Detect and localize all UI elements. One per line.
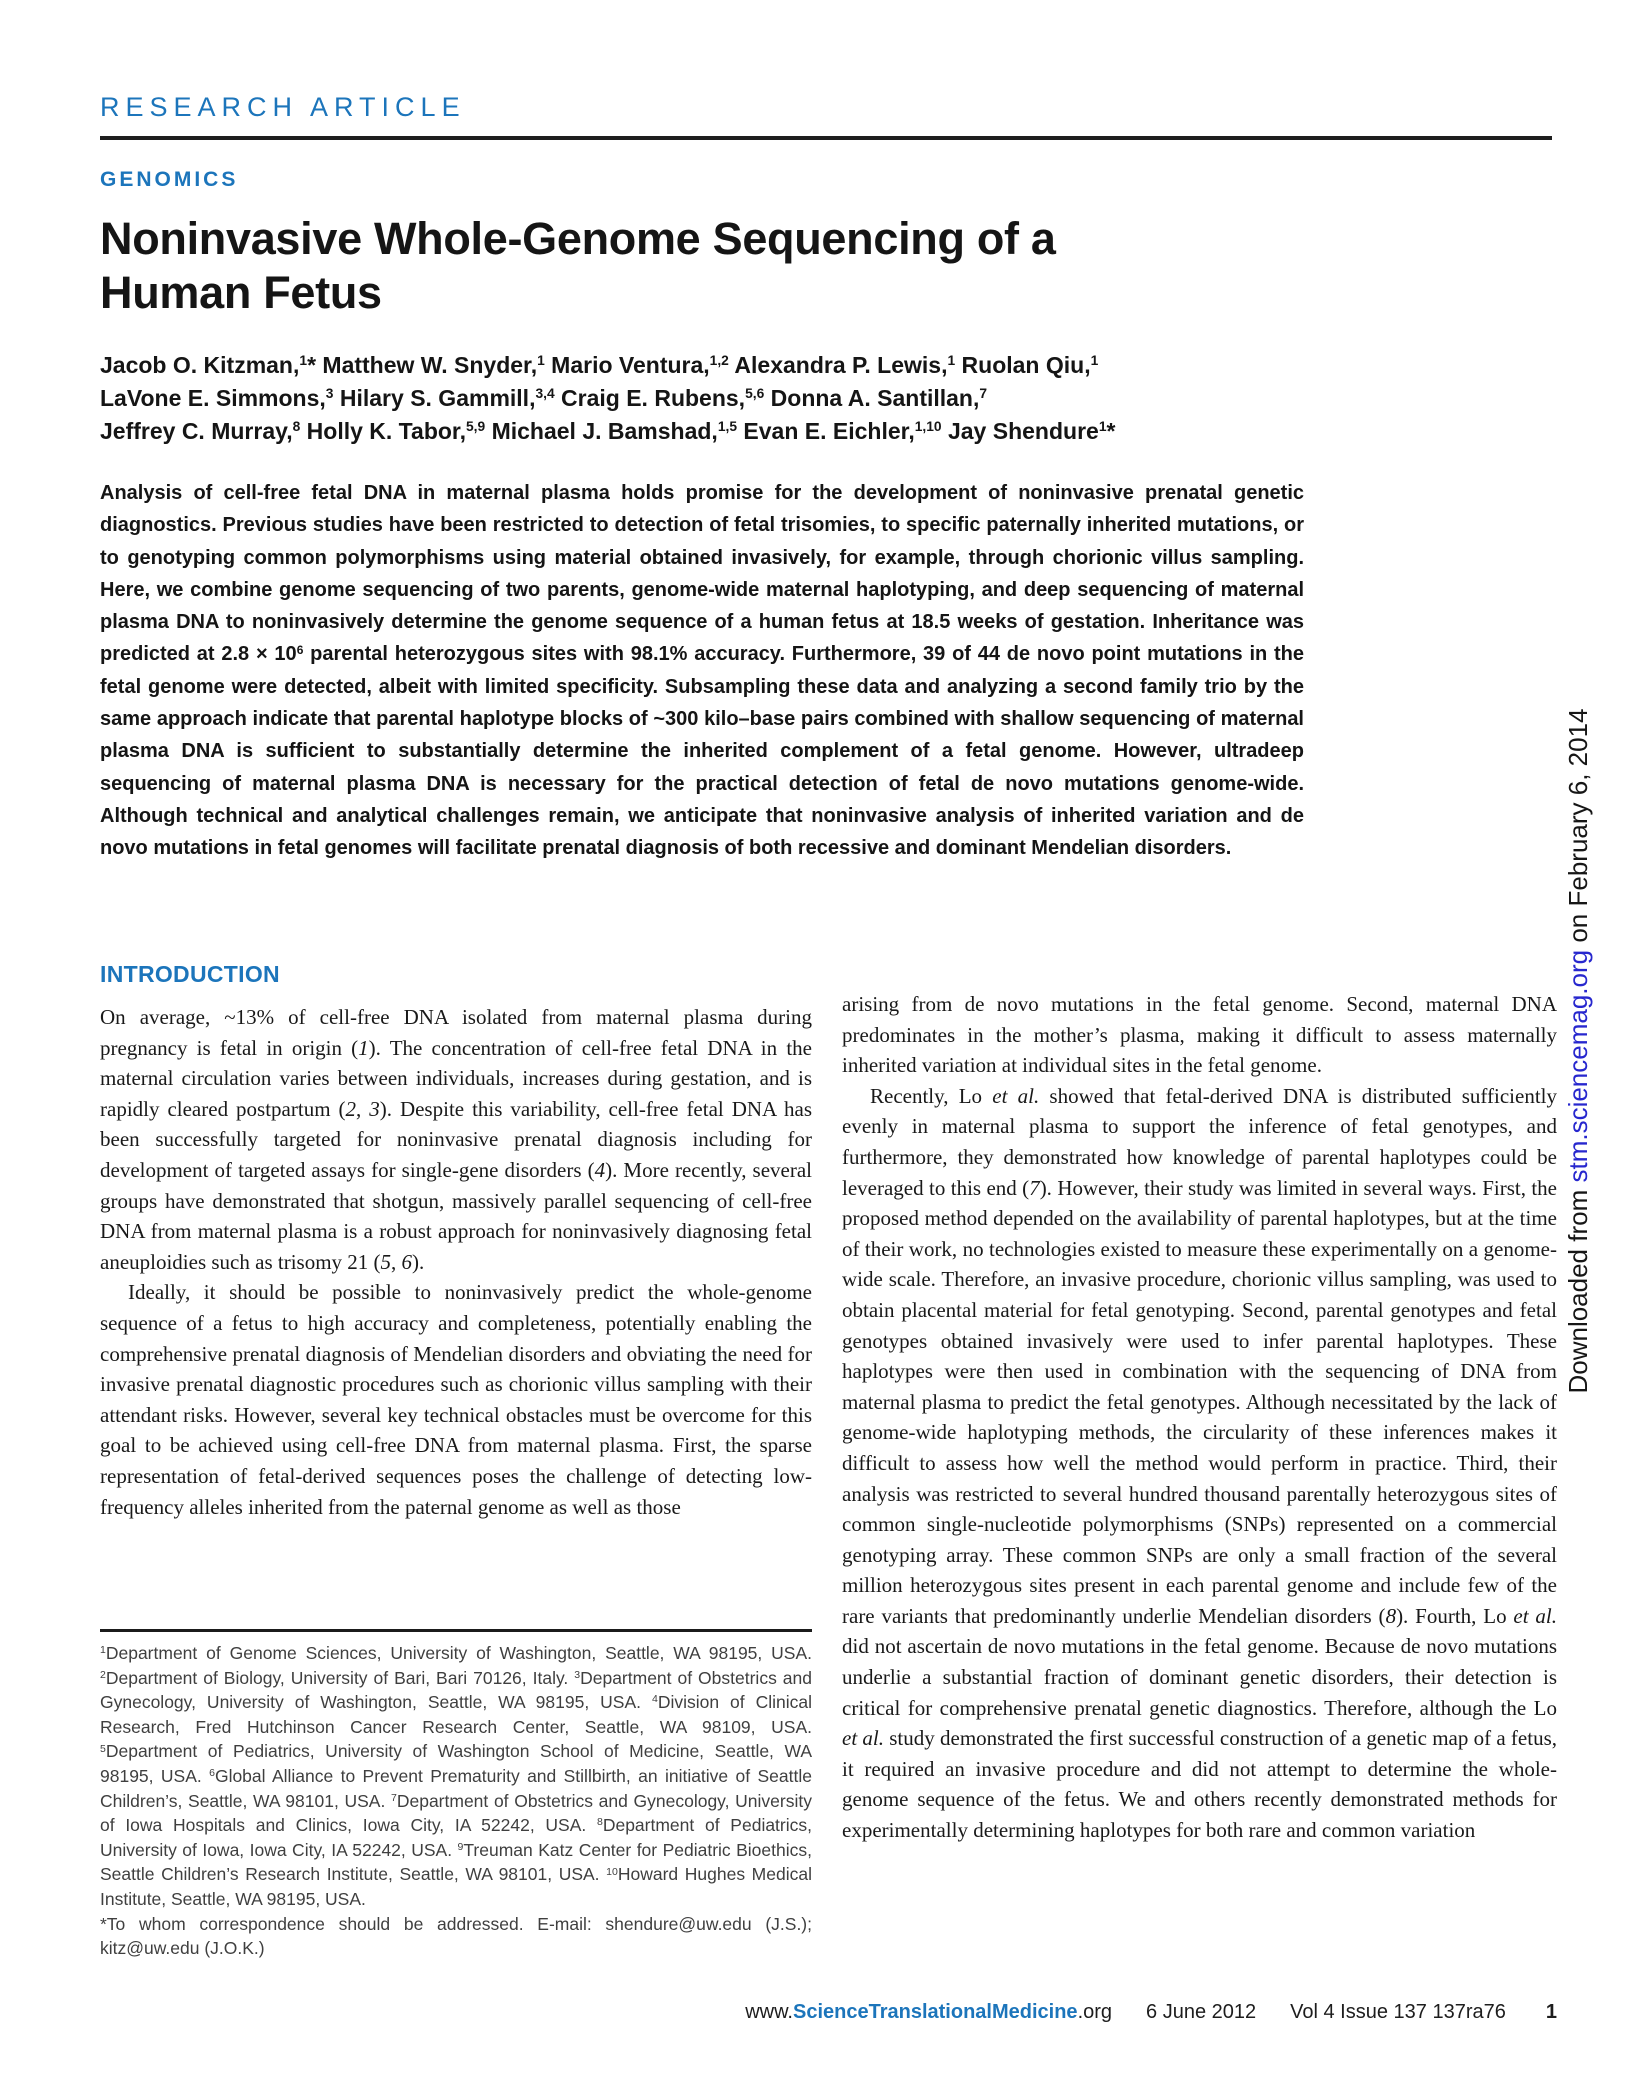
author-line: Jacob O. Kitzman,$^1$* Matthew W. Snyder,$^1$ Mario Ventura,$^{1,2}$ Alexandra P. Lewis,$^1$ Ruolan Qiu,$^1$ xyxy=(100,352,1099,378)
page-footer xyxy=(640,2001,1557,2024)
page-number: 1 xyxy=(1545,2001,1557,2023)
paragraph: On average, ~13% of cell-free DNA isolated from maternal plasma during pregnancy is fetal in origin (1). The concentration of cell-free fetal DNA in the maternal circulation varies between individuals, increases during gestation, and is rapidly cleared postpartum (2, 3). Despite this variability, cell-free fetal DNA has been successfully targeted for noninvasive prenatal diagnosis including for development of targeted assays for single-gene disorders (4). More recently, several groups have demonstrated that shotgun, massively parallel sequencing of cell-free DNA from maternal plasma is a robust approach for noninvasively diagnosing fetal aneuploidies such as trisomy 21 (5, 6). xyxy=(100,1005,813,1274)
introduction-heading: INTRODUCTION xyxy=(100,961,280,987)
affiliations: $^1$Department of Genome Sciences, University of Washington, Seattle, WA 98195, USA. $^2$Department of Biology, University of Bari, Bari 70126, Italy. $^3$Department of Obstetrics and Gynecology, University of Washington, Seattle, WA 98195, USA. $^4$Division of Clinical Research, Fred Hutchinson Cancer Research Center, Seattle, WA 98109, USA. $^5$Department of Pediatrics, University of Washington School of Medicine, Seattle, WA 98195, USA. $^6$Global Alliance to Prevent Prematurity and Stillbirth, an initiative of Seattle Children’s, Seattle, WA 98101, USA. $^7$Department of Obstetrics and Gynecology, University of Iowa Hospitals and Clinics, Iowa City, IA 52242, USA. $^8$Department of Pediatrics, University of Iowa, Iowa City, IA 52242, USA. $^9$Treuman Katz Center for Pediatric Bioethics, Seattle Children’s Research Institute, Seattle, WA 98101, USA. $^{10}$Howard Hughes Medical Institute, Seattle, WA 98195, USA. xyxy=(100,1643,812,1909)
download-watermark: Downloaded from stm.sciencemag.org on February 6, 2014 xyxy=(1563,708,1593,1394)
left-column xyxy=(100,961,812,1522)
footnotes xyxy=(100,1641,812,1961)
article-title-line1: Noninvasive Whole-Genome Sequencing of a xyxy=(100,213,1056,264)
kicker: RESEARCH ARTICLE xyxy=(100,92,466,122)
link[interactable]: stm.sciencemag.org xyxy=(1563,949,1593,1183)
article-title xyxy=(100,212,1056,320)
author-line: LaVone E. Simmons,$^3$ Hilary S. Gammill,$^{3,4}$ Craig E. Rubens,$^{5,6}$ Donna A. Santillan,$^7$ xyxy=(100,385,988,411)
author-line: Jeffrey C. Murray,$^8$ Holly K. Tabor,$^{5,9}$ Michael J. Bamshad,$^{1,5}$ Evan E. Eichler,$^{1,10}$ Jay Shendure$^1$* xyxy=(100,418,1116,444)
volume-issue: Vol 4 Issue 137 137ra76 xyxy=(1290,2001,1506,2023)
paragraph: Recently, Lo et al. showed that fetal-derived DNA is distributed sufficiently evenly in maternal plasma to support the inference of fetal genotypes, and furthermore, they demonstrated how knowledge of parental haplotypes could be leveraged to this end (7). However, their study was limited in several ways. First, the proposed method depended on the availability of parental haplotypes, but at the time of their work, no technologies existed to measure these experimentally on a genome-wide scale. Therefore, an invasive procedure, chorionic villus sampling, was used to obtain placental material for fetal genotyping. Second, parental genotypes and fetal genotypes obtained invasively were used to infer parental haplotypes. These haplotypes were then used in combination with the sequencing of DNA from maternal plasma to predict the fetal genotypes. Although necessitated by the lack of genome-wide haplotyping methods, the circularity of these inferences makes it difficult to assess how well the method would perform in practice. Third, their analysis was restricted to several hundred thousand parentally heterozygous sites of common single-nucleotide polymorphisms (SNPs) represented on a commercial genotyping array. These common SNPs are only a small fraction of the several million heterozygous sites present in each parental genome and include few of the rare variants that predominantly underlie Mendelian disorders (8). Fourth, Lo et al. did not ascertain de novo mutations in the fetal genome. Because de novo mutations underlie a substantial fraction of dominant genetic disorders, their detection is critical for comprehensive prenatal genetic diagnostics. Therefore, although the Lo et al. study demonstrated the first successful construction of a genetic map of a fetus, it required an invasive procedure and did not attempt to determine the whole-genome sequence of the fetus. We and others recently demonstrated methods for experimentally determining haplotypes for both rare and common variation xyxy=(842,1083,1558,1843)
footnote-rule xyxy=(100,1629,812,1632)
article-title-line2: Human Fetus xyxy=(100,267,382,318)
author-list xyxy=(100,349,1115,448)
issue-date: 6 June 2012 xyxy=(1146,2001,1257,2023)
correspondence-note: *To whom correspondence should be addressed. E-mail: shendure@uw.edu (J.S.); kitz@uw.edu (J.O.K.) xyxy=(100,1913,812,1959)
paragraph: arising from de novo mutations in the fetal genome. Second, maternal DNA predominates in the mother’s plasma, making it difficult to assess maternally inherited variation at individual sites in the fetal genome. xyxy=(842,992,1557,1078)
paragraph: Ideally, it should be possible to noninvasively predict the whole-genome sequence of a fetus to high accuracy and completeness, potentially enabling the comprehensive prenatal diagnosis of Mendelian disorders and obviating the need for invasive prenatal diagnostic procedures such as chorionic villus sampling with their attendant risks. However, several key technical obstacles must be overcome for this goal to be achieved using cell-free DNA from maternal plasma. First, the sparse representation of fetal-derived sequences poses the challenge of detecting low-frequency alleles inherited from the paternal genome as well as those xyxy=(100,1280,812,1519)
journal-url[interactable]: www.ScienceTranslationalMedicine.org xyxy=(745,2001,1113,2023)
header-rule xyxy=(100,136,1552,140)
right-column xyxy=(842,989,1557,1846)
section-label: GENOMICS xyxy=(100,168,239,191)
abstract: Analysis of cell-free fetal DNA in maternal plasma holds promise for the development of noninvasive prenatal genetic diagnostics. Previous studies have been restricted to detection of fetal trisomies, to specific paternally inherited mutations, or to genotyping common polymorphisms using material obtained invasively, for example, through chorionic villus sampling. Here, we combine genome sequencing of two parents, genome-wide maternal haplotyping, and deep sequencing of maternal plasma DNA to noninvasively determine the genome sequence of a human fetus at 18.5 weeks of gestation. Inheritance was predicted at $2.8 \times 10^6$ parental heterozygous sites with 98.1% accuracy. Furthermore, 39 of 44 de novo point mutations in the fetal genome were detected, albeit with limited specificity. Subsampling these data and analyzing a second family trio by the same approach indicate that parental haplotype blocks of ~300 kilo–base pairs combined with shallow sequencing of maternal plasma DNA is sufficient to substantially determine the inherited complement of a fetal genome. However, ultradeep sequencing of maternal plasma DNA is necessary for the practical detection of fetal de novo mutations genome-wide. Although technical and analytical challenges remain, we anticipate that noninvasive analysis of inherited variation and de novo mutations in fetal genomes will facilitate prenatal diagnosis of both recessive and dominant Mendelian disorders. xyxy=(100,482,1305,860)
